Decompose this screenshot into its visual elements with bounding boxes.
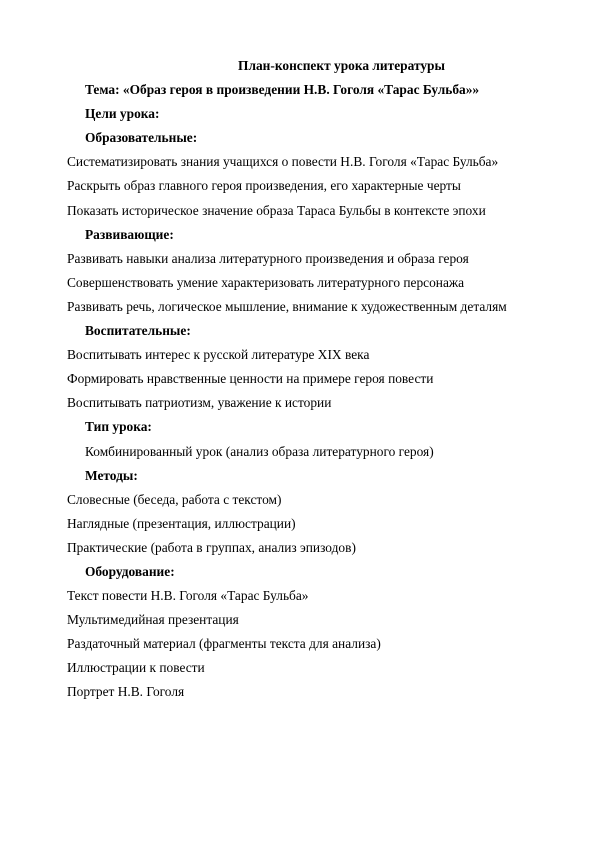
document-title: План-конспект урока литературы [238,58,445,73]
educational-item: Систематизировать знания учащихся о повести Н.В. Гоголя «Тарас Бульба» [67,154,499,170]
methods-item: Наглядные (презентация, иллюстрации) [67,515,296,531]
educational-heading: Образовательные: [85,130,198,146]
methods-item: Практические (работа в группах, анализ эпизодов) [67,539,356,555]
lesson-type-value: Комбинированный урок (анализ образа литературного героя) [85,443,434,459]
educational-item: Показать историческое значение образа Тараса Бульбы в контексте эпохи [67,202,486,218]
equipment-heading: Оборудование: [85,563,175,579]
upbringing-item: Воспитывать интерес к русской литературе XIX века [67,347,370,363]
goals-heading: Цели урока: [85,106,160,122]
developing-item: Развивать речь, логическое мышление, внимание к художественным деталям [67,298,507,314]
upbringing-item: Воспитывать патриотизм, уважение к истории [67,395,332,411]
lesson-type-heading: Тип урока: [85,419,152,435]
developing-item: Совершенствовать умение характеризовать литературного персонажа [67,274,465,290]
equipment-item: Раздаточный материал (фрагменты текста для анализа) [67,636,381,652]
equipment-item: Иллюстрации к повести [67,660,205,676]
upbringing-item: Формировать нравственные ценности на примере героя повести [67,371,434,387]
developing-item: Развивать навыки анализа литературного произведения и образа героя [67,250,469,266]
equipment-item: Мультимедийная презентация [67,612,239,628]
educational-item: Раскрыть образ главного героя произведения, его характерные черты [67,178,461,194]
methods-item: Словесные (беседа, работа с текстом) [67,491,282,507]
methods-heading: Методы: [85,467,138,483]
equipment-item: Портрет Н.В. Гоголя [67,684,185,700]
developing-heading: Развивающие: [85,226,174,242]
lesson-topic: Тема: «Образ героя в произведении Н.В. Гоголя «Тарас Бульба»» [85,82,480,98]
upbringing-heading: Воспитательные: [85,323,191,339]
equipment-item: Текст повести Н.В. Гоголя «Тарас Бульба» [67,588,309,604]
